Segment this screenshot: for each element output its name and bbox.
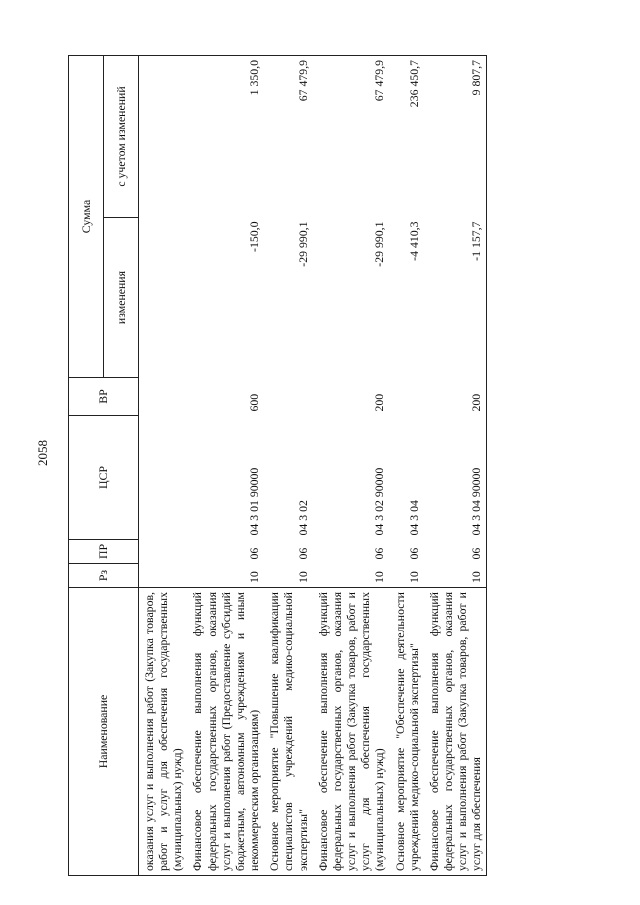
cell-rz [139,564,188,588]
cell-name: Финансовое обеспечение выполнения функций федеральных государственных органов, оказания услуг и выполнения работ (Закупка товаров, работ и услуг для обеспечения [424,588,487,876]
cell-csr: 04 3 01 90000 [247,467,262,536]
cell-change: -150,0 [247,221,262,252]
cell-total: 9 807,7 [424,56,487,218]
header-with-change: с учетом изменений [104,56,139,218]
cell-pr: 06 [424,540,487,564]
cell-name: Финансовое обеспечение выполнения функций федеральных государственных органов, оказания услуг и выполнения работ (Предоставление субсидий бюджетным, автономным учреждениям и иным некоммерческим организациям) [187,588,264,876]
cell-change: -1 157,7 [424,218,487,378]
cell-csr: 04 3 02 90000 [372,467,387,536]
cell-csr [139,416,188,540]
table-row [313,56,390,876]
cell-csr: 04 3 04 [406,500,421,536]
cell-pr: 06 [406,547,421,560]
cell-change: -29 990,1 [295,221,310,267]
cell-total: 1 350,0 [187,56,264,218]
table-row [424,56,487,876]
page-number [32,438,54,468]
budget-table-container [68,56,578,876]
cell-vr [390,378,424,416]
cell-csr: 04 3 04 90000 [424,416,487,540]
cell-rz: 10 [372,571,387,583]
cell-name: Финансовое обеспечение выполнения функций федеральных государственных органов, оказания услуг и выполнения работ (Закупка товаров, работ и услуг для обеспечения государственных (муниципальных) нужд) [313,588,390,876]
header-change: изменения [104,218,139,378]
cell-name: Основное мероприятие "Повышение квалификации специалистов учреждений медико-социальной экспертизы" [264,588,312,876]
cell-vr: 600 [247,393,262,412]
page-number-text: 2058 [35,440,50,466]
table-row [187,56,264,876]
cell-total: 236 450,7 [390,56,424,218]
header-sum: Сумма [69,56,104,378]
cell-vr: 200 [372,393,387,412]
cell-pr: 06 [372,547,387,560]
cell-total: 67 479,9 [264,56,312,218]
cell-change: -4 410,3 [406,221,421,261]
cell-total: 67 479,9 [313,56,390,218]
table-row [264,56,312,876]
cell-total [139,56,188,218]
cell-rz: 10 [424,564,487,588]
cell-csr: 04 3 02 [295,500,310,536]
table-row [139,56,188,876]
header-rz: Рз [69,564,139,588]
header-name: Наименование [69,588,139,876]
cell-vr [139,378,188,416]
cell-name: оказания услуг и выполнения работ (Закупка товаров, работ и услуг для обеспечения государственных (муниципальных) нужд) [139,588,188,876]
cell-change [139,218,188,378]
header-csr: ЦСР [69,416,139,540]
cell-pr: 06 [295,547,310,560]
cell-rz: 10 [247,571,262,583]
cell-pr [139,540,188,564]
cell-vr: 200 [424,378,487,416]
header-vr: ВР [69,378,139,416]
table-header [69,56,139,876]
cell-pr: 06 [247,547,262,560]
cell-vr [264,378,312,416]
table-body [139,56,487,876]
cell-change: -29 990,1 [372,221,387,267]
budget-table [68,55,487,876]
cell-rz: 10 [295,571,310,583]
cell-rz: 10 [406,571,421,583]
cell-name: Основное мероприятие "Обеспечение деятельности учреждений медико-социальной экспертизы" [390,588,424,876]
header-pr: ПР [69,540,139,564]
table-row [390,56,424,876]
